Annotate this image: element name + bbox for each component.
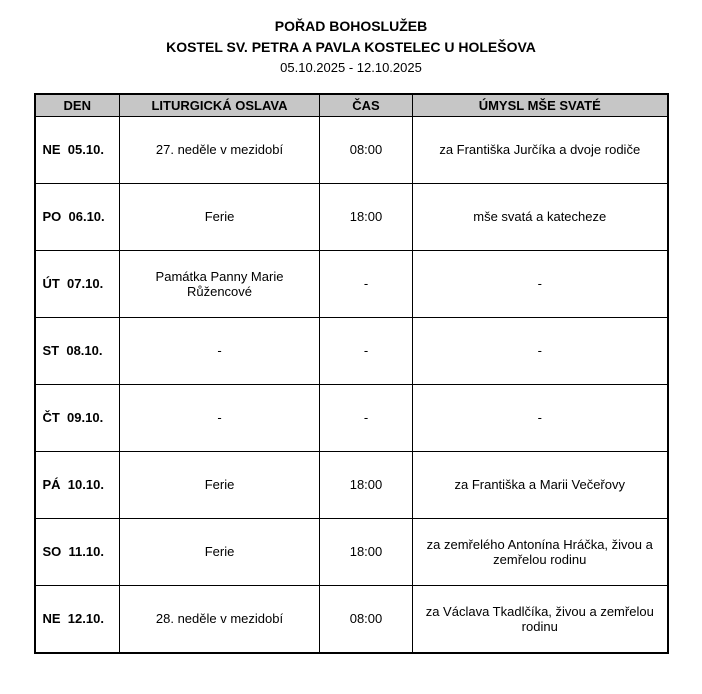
cell-celebration: - — [120, 317, 320, 384]
cell-celebration: 28. neděle v mezidobí — [120, 585, 320, 653]
cell-time: 18:00 — [320, 451, 413, 518]
cell-celebration: Ferie — [120, 183, 320, 250]
cell-time: - — [320, 384, 413, 451]
date-range: 05.10.2025 - 12.10.2025 — [280, 60, 422, 75]
cell-day: ST 08.10. — [35, 317, 120, 384]
cell-intention: mše svatá a katecheze — [413, 183, 668, 250]
cell-celebration: 27. neděle v mezidobí — [120, 116, 320, 183]
cell-intention: za Františka Jurčíka a dvoje rodiče — [413, 116, 668, 183]
column-header-umysl: ÚMYSL MŠE SVATÉ — [413, 94, 668, 117]
column-header-liturgicka-oslava: LITURGICKÁ OSLAVA — [120, 94, 320, 117]
cell-time: 08:00 — [320, 585, 413, 653]
document-header — [0, 16, 702, 79]
cell-celebration: Ferie — [120, 518, 320, 585]
page-subtitle: KOSTEL SV. PETRA A PAVLA KOSTELEC U HOLEŠOVA — [166, 39, 536, 55]
cell-time: 08:00 — [320, 116, 413, 183]
cell-intention: - — [413, 317, 668, 384]
cell-intention: - — [413, 384, 668, 451]
table-header-row — [35, 94, 668, 117]
cell-celebration: - — [120, 384, 320, 451]
page-title: POŘAD BOHOSLUŽEB — [274, 18, 428, 34]
cell-time: - — [320, 317, 413, 384]
cell-intention: za Václava Tkadlčíka, živou a zemřelou rodinu — [413, 585, 668, 653]
column-header-den: DEN — [35, 94, 120, 117]
cell-time: - — [320, 250, 413, 317]
cell-day: NE 12.10. — [35, 585, 120, 653]
cell-intention: - — [413, 250, 668, 317]
cell-time: 18:00 — [320, 183, 413, 250]
cell-time: 18:00 — [320, 518, 413, 585]
table-row — [35, 317, 668, 384]
table-row — [35, 183, 668, 250]
table-row — [35, 384, 668, 451]
cell-intention: za Františka a Marii Večeřovy — [413, 451, 668, 518]
cell-day: ČT 09.10. — [35, 384, 120, 451]
cell-day: ÚT 07.10. — [35, 250, 120, 317]
cell-day: NE 05.10. — [35, 116, 120, 183]
table-row — [35, 451, 668, 518]
cell-celebration: Ferie — [120, 451, 320, 518]
cell-day: SO 11.10. — [35, 518, 120, 585]
table-row — [35, 585, 668, 653]
table-row — [35, 250, 668, 317]
cell-day: PÁ 10.10. — [35, 451, 120, 518]
cell-intention: za zemřelého Antonína Hráčka, živou a zemřelou rodinu — [413, 518, 668, 585]
cell-celebration: Památka Panny Marie Růžencové — [120, 250, 320, 317]
schedule-table — [34, 93, 669, 654]
column-header-cas: ČAS — [320, 94, 413, 117]
table-row — [35, 518, 668, 585]
cell-day: PO 06.10. — [35, 183, 120, 250]
table-row — [35, 116, 668, 183]
